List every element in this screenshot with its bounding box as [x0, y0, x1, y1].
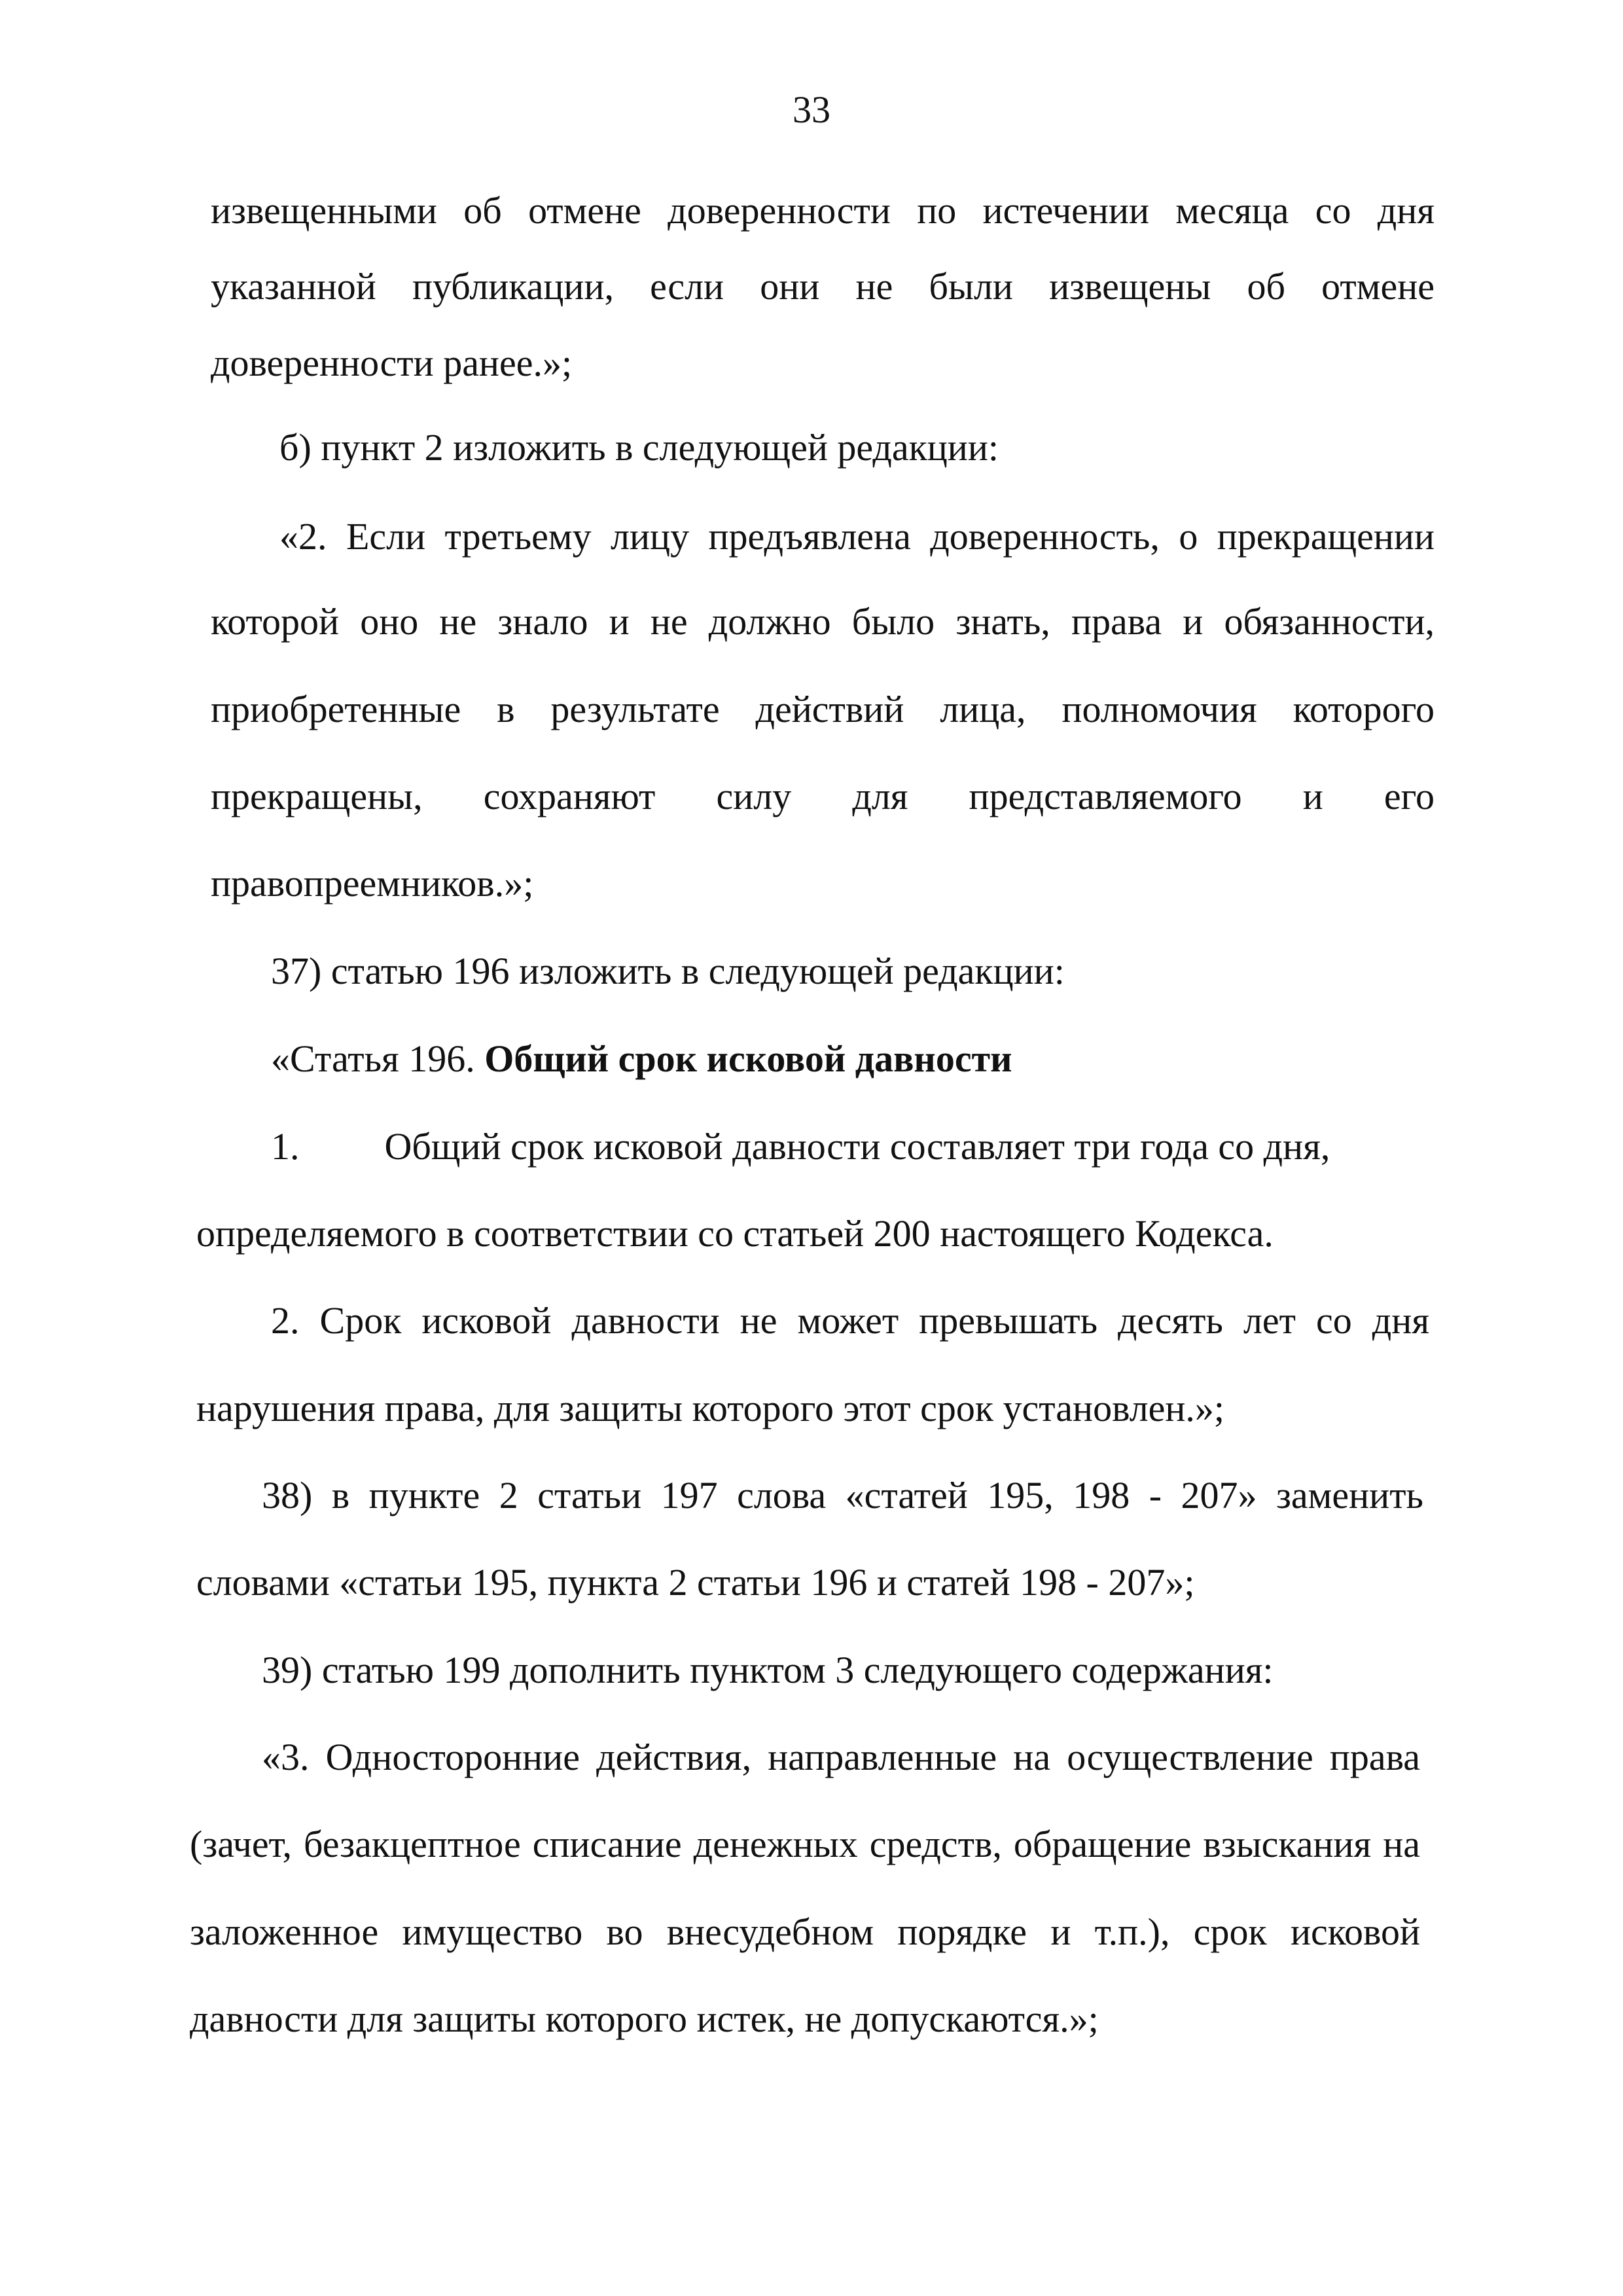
article-number: «Статья 196.: [271, 1037, 485, 1080]
text-line: приобретенные в результате действий лица, полномочия которого: [211, 688, 1435, 730]
text-line: прекращены, сохраняют силу для представляемого и его: [211, 775, 1435, 817]
text-line: 38) в пункте 2 статьи 197 слова «статей 195, 198 - 207» заменить: [262, 1474, 1423, 1516]
item-text: Общий срок исковой давности составляет три года со дня,: [384, 1125, 1330, 1168]
text-line: (зачет, безакцептное списание денежных средств, обращение взыскания на: [190, 1823, 1420, 1865]
text-line: 39) статью 199 дополнить пунктом 3 следующего содержания:: [262, 1649, 1274, 1691]
text-line: определяемого в соответствии со статьей 200 настоящего Кодекса.: [196, 1212, 1274, 1255]
text-line: доверенности ранее.»;: [211, 342, 573, 384]
text-line: «3. Односторонние действия, направленные на осуществление права: [262, 1736, 1420, 1778]
text-line: заложенное имущество во внесудебном порядке и т.п.), срок исковой: [190, 1910, 1420, 1953]
text-line: извещенными об отмене доверенности по истечении месяца со дня: [211, 189, 1435, 232]
text-line: «2. Если третьему лицу предъявлена доверенность, о прекращении: [279, 515, 1435, 558]
text-line: которой оно не знало и не должно было знать, права и обязанности,: [211, 600, 1435, 643]
text-line: 37) статью 196 изложить в следующей редакции:: [271, 950, 1065, 992]
text-line: указанной публикации, если они не были извещены об отмене: [211, 265, 1435, 308]
article-title: Общий срок исковой давности: [484, 1037, 1012, 1080]
text-line: б) пункт 2 изложить в следующей редакции:: [279, 426, 999, 469]
text-line: давности для защиты которого истек, не допускаются.»;: [190, 1998, 1099, 2040]
text-line: нарушения права, для защиты которого этот срок установлен.»;: [196, 1387, 1225, 1429]
item-number: 1.: [271, 1125, 300, 1168]
article-heading: [271, 1033, 1012, 1085]
text-line: 2. Срок исковой давности не может превышать десять лет со дня: [271, 1299, 1429, 1342]
page-number: 33: [793, 88, 830, 131]
numbered-item: [271, 1121, 1429, 1173]
text-line: словами «статьи 195, пункта 2 статьи 196 и статей 198 - 207»;: [196, 1561, 1195, 1604]
text-line: правопреемников.»;: [211, 862, 534, 905]
